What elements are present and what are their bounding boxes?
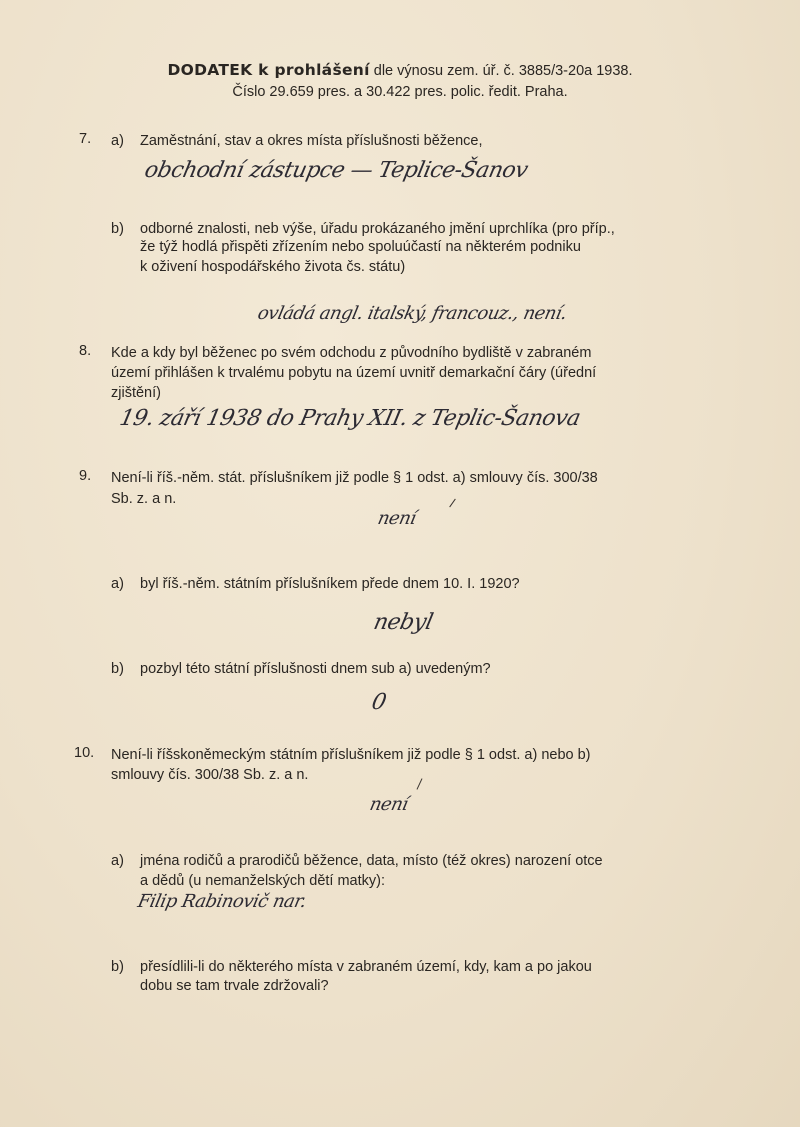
q7a-handwritten-answer: obchodní zástupce — Teplice-Šanov xyxy=(142,158,530,183)
q7b-text-1: odborné znalosti, neb výše, úřadu prokázaného jmění uprchlíka (pro příp., xyxy=(140,221,615,237)
q9-number: 9. xyxy=(79,468,92,484)
q10a-text-1: jména rodičů a prarodičů běžence, data, místo (též okres) narození otce xyxy=(140,853,603,869)
q9-text-1: Není-li říš.-něm. stát. příslušníkem již podle § 1 odst. a) smlouvy čís. 300/38 xyxy=(111,470,598,486)
q8-number: 8. xyxy=(79,343,92,359)
q10-check-mark xyxy=(417,778,423,789)
q9-text-2: Sb. z. a n. xyxy=(111,491,177,507)
q10a-text-2: a dědů (u nemanželských dětí matky): xyxy=(140,873,386,889)
q10-handwritten-answer: není xyxy=(367,794,410,815)
q7a-text: Zaměstnání, stav a okres místa příslušnosti běžence, xyxy=(140,133,483,149)
q10b-text-1: přesídlili-li do některého místa v zabraném území, kdy, kam a po jakou xyxy=(140,959,592,975)
q7b-text-3: k oživení hospodářského života čs. státu) xyxy=(140,259,406,275)
q9b-label: b) xyxy=(111,661,124,677)
q7-number: 7. xyxy=(79,131,92,147)
document-header xyxy=(0,60,800,102)
q7b-handwritten-answer: ovládá angl. italský, francouz., není. xyxy=(255,303,569,324)
q9a-text: byl říš.-něm. státním příslušníkem přede dnem 10. I. 1920? xyxy=(140,576,520,592)
q10b-text-2: dobu se tam trvale zdržovali? xyxy=(140,978,329,994)
q9b-handwritten-answer: 0 xyxy=(369,690,389,715)
q10a-label: a) xyxy=(111,853,124,869)
q9-check-mark xyxy=(449,499,456,508)
q10a-handwritten-answer: Filip Rabinovič nar. xyxy=(135,891,309,912)
q9a-label: a) xyxy=(111,576,124,592)
q7a-label: a) xyxy=(111,133,124,149)
q9-handwritten-answer: není xyxy=(375,508,418,529)
q10b-label: b) xyxy=(111,959,124,975)
header-title-line xyxy=(0,60,800,81)
q7b-text-2: že týž hodlá přispěti zřízením nebo spoluúčastí na některém podniku xyxy=(140,239,581,255)
header-reference-line: Číslo 29.659 pres. a 30.422 pres. polic. ředit. Praha. xyxy=(232,84,568,100)
q9b-text: pozbyl této státní příslušnosti dnem sub a) uvedeným? xyxy=(140,661,491,677)
q10-text-2: smlouvy čís. 300/38 Sb. z. a n. xyxy=(111,767,309,783)
q8-text-3: zjištění) xyxy=(111,385,161,401)
q7b-label: b) xyxy=(111,221,124,237)
q10-number: 10. xyxy=(74,745,95,761)
q8-handwritten-answer: 19. září 1938 do Prahy XII. z Teplic-Šanova xyxy=(117,406,583,431)
q8-text-2: území přihlášen k trvalému pobytu na území uvnitř demarkační čáry (úřední xyxy=(111,365,597,381)
q9a-handwritten-answer: nebyl xyxy=(371,610,435,635)
header-title-bold: DODATEK k prohlášení xyxy=(167,61,370,79)
header-title-rest: dle výnosu zem. úř. č. 3885/3-20a 1938. xyxy=(373,63,633,79)
q8-text-1: Kde a kdy byl běženec po svém odchodu z původního bydliště v zabraném xyxy=(111,345,592,361)
q10-text-1: Není-li říšskoněmeckým státním příslušníkem již podle § 1 odst. a) nebo b) xyxy=(111,747,591,763)
